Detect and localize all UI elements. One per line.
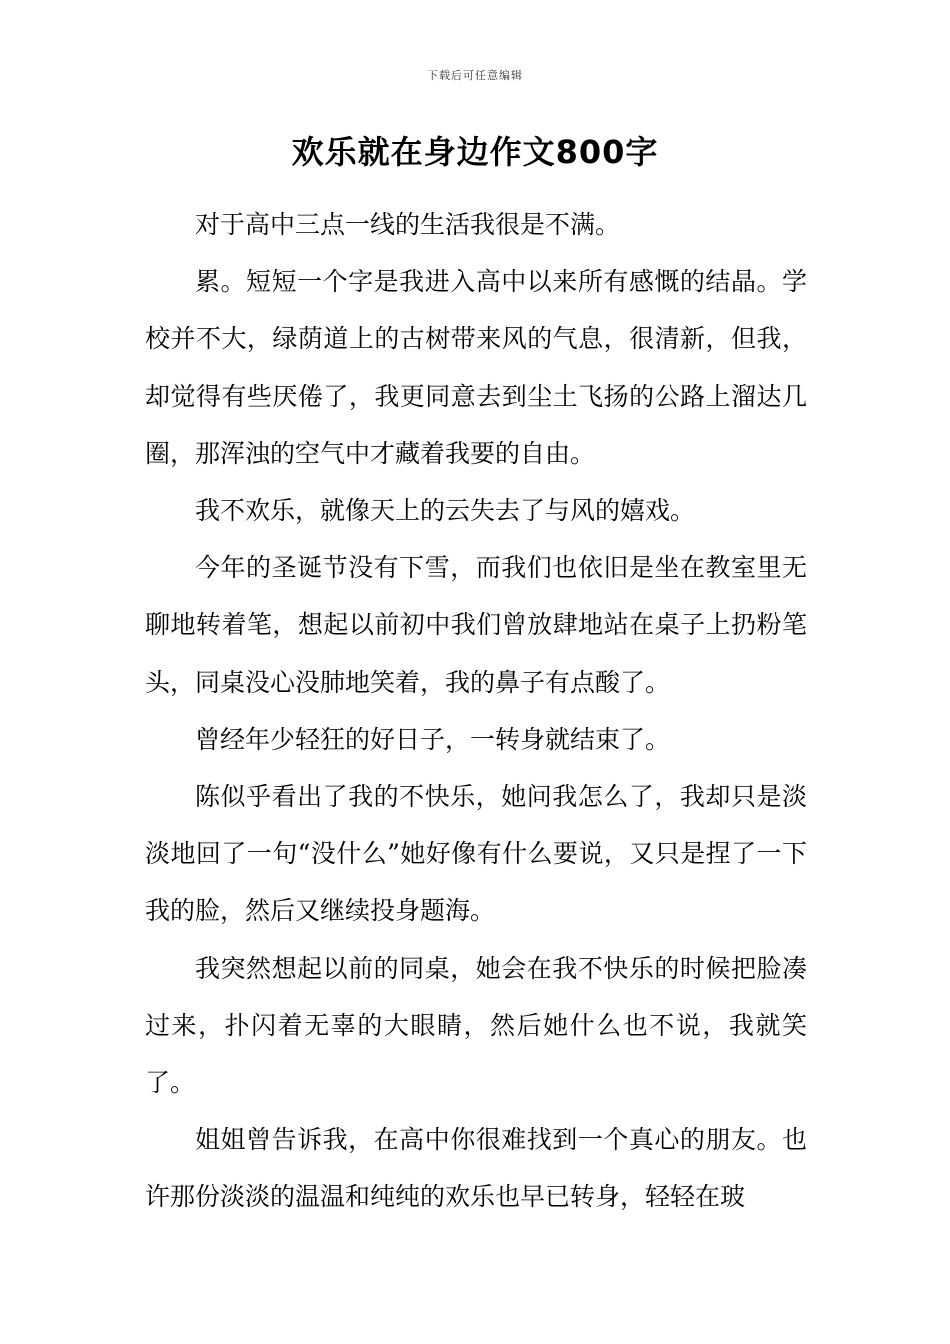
document-title: 欢乐就在身边作文800字 [291, 133, 659, 171]
paragraph: 今年的圣诞节没有下雪，而我们也依旧是坐在教室里无聊地转着笔，想起以前初中我们曾放肆地站在桌子上扔粉笔头，同桌没心没肺地笑着，我的鼻子有点酸了。 [145, 553, 807, 697]
paragraph: 姐姐曾告诉我，在高中你很难找到一个真心的朋友。也许那份淡淡的温温和纯纯的欢乐也早已转身，轻轻在玻 [145, 1125, 807, 1212]
paragraph: 陈似乎看出了我的不快乐，她问我怎么了，我却只是淡淡地回了一句“没什么”她好像有什么要说，又只是捏了一下我的脸，然后又继续投身题海。 [145, 782, 807, 926]
paragraph: 累。短短一个字是我进入高中以来所有感慨的结晶。学校并不大，绿荫道上的古树带来风的气息，很清新，但我，却觉得有些厌倦了，我更同意去到尘土飞扬的公路上溜达几圈，那浑浊的空气中才藏着我要的自由。 [145, 267, 807, 468]
paragraph: 我突然想起以前的同桌，她会在我不快乐的时候把脸凑过来，扑闪着无辜的大眼睛，然后她什么也不说，我就笑了。 [145, 953, 807, 1098]
paragraph: 对于高中三点一线的生活我很是不满。 [195, 210, 621, 239]
paragraph: 曾经年少轻狂的好日子，一转身就结束了。 [195, 724, 671, 754]
essay-body [145, 196, 807, 1226]
paragraph: 我不欢乐，就像天上的云失去了与风的嬉戏。 [195, 496, 696, 526]
header-note: 下载后可任意编辑 [427, 69, 523, 82]
